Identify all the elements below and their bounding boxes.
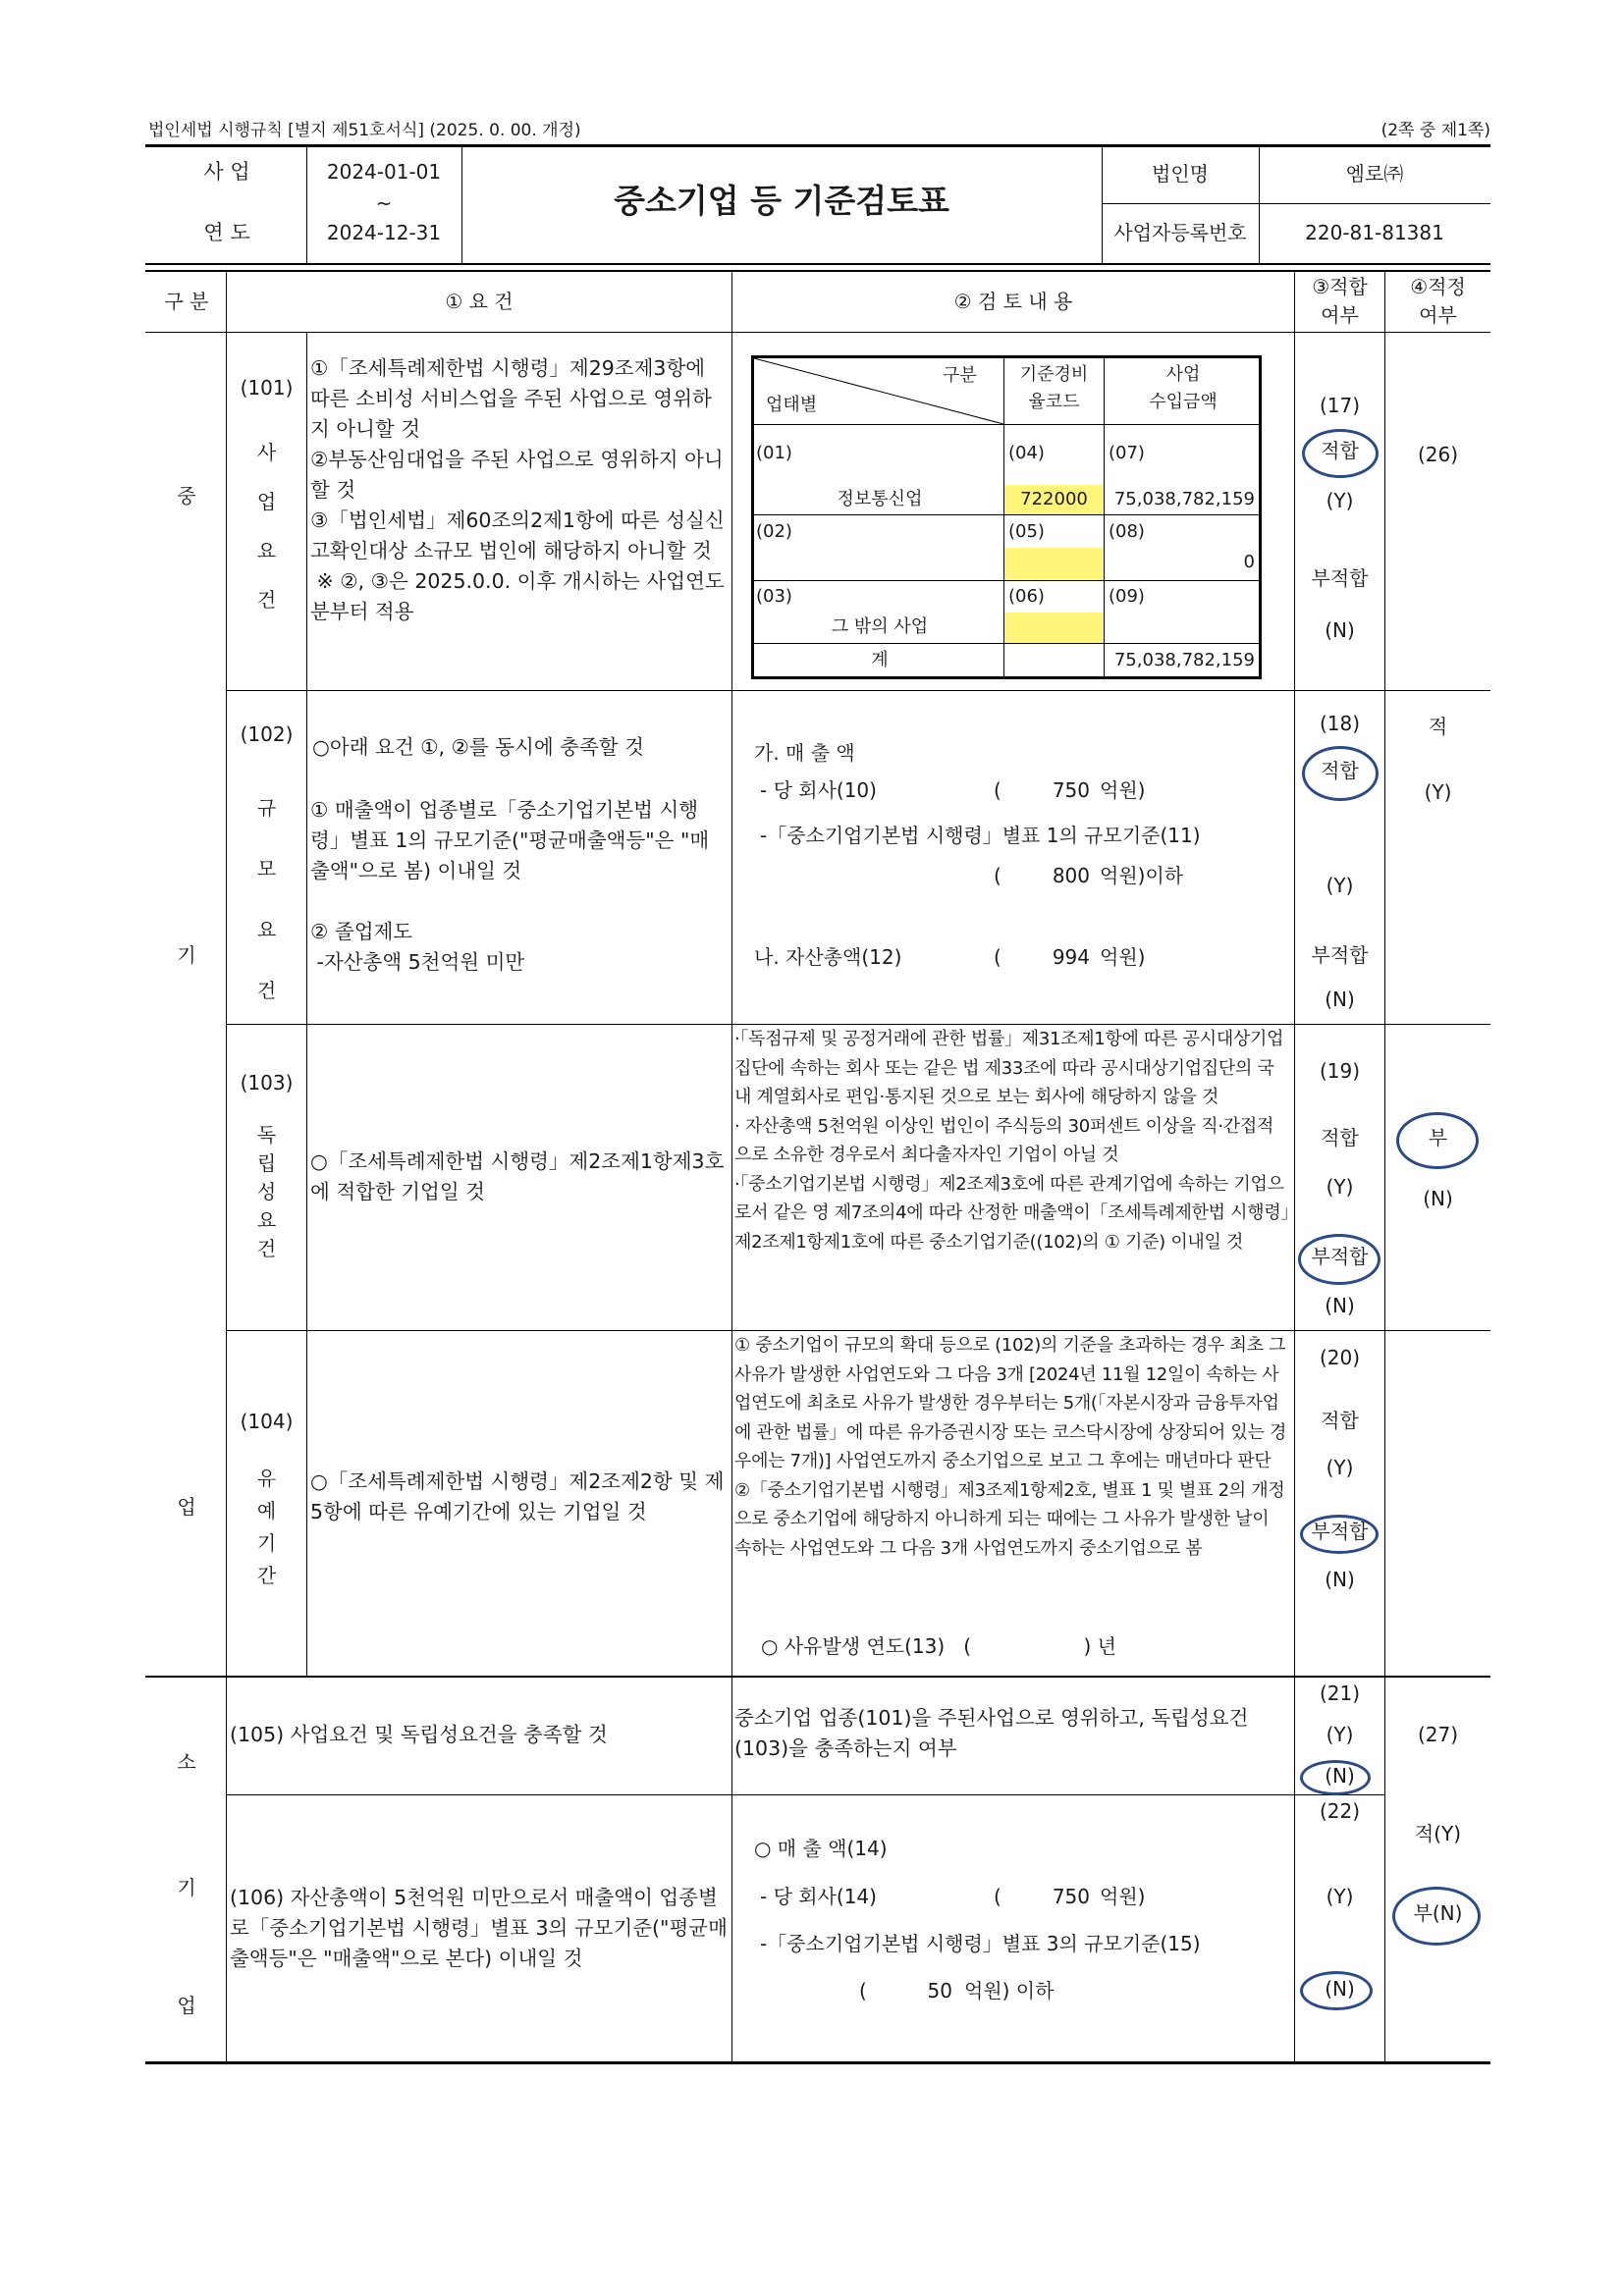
r104-code: (104) xyxy=(240,1410,294,1433)
section-small-3: 업 xyxy=(177,1994,196,2017)
r104-fit-yes: 적합 xyxy=(1321,1409,1359,1432)
line2-amount: 0 xyxy=(1243,552,1255,572)
r103-fit-n: (N) xyxy=(1325,1294,1355,1317)
section-sme-2: 기 xyxy=(177,943,196,967)
line1-amount: 75,038,782,159 xyxy=(1113,489,1255,509)
r106-company-val: 750 xyxy=(1052,1885,1090,1908)
period-end: 2024-12-31 xyxy=(326,221,442,244)
r104-review: ① 중소기업이 규모의 확대 등으로 (102)의 기준을 초과하는 경우 최초 그 사유가 발생한 사업연도와 그 다음 3개 [2024년 11월 12일이 속하는 사업연도에 최초로 사유가 발생한 경우부터는 5개(「자본시장과 금융투자업에 관한 법률」에 따른 유가증권시장 또는 코스닥시장에 상장되어 있는 경우에는 7개)] 사업연도까지 중소기업으로 보고 그 후에는 매년마다 판단 ②「중소기업기본법 시행령」제3조제1항제2호, 별표 1 및 별표 2의 개정으로 중소기업에 해당하지 아니하게 되는 때에는 그 사유가 발생한 날이 속하는 사업연도와 그 다음 3개 사업연도까지 중소기업으로 봄 xyxy=(734,1335,1287,1559)
r105-fit-y: (Y) xyxy=(1326,1723,1354,1746)
r104-fit-nolabel: 부적합 xyxy=(1311,1520,1369,1543)
form-header-right: (2쪽 중 제1쪽) xyxy=(1380,121,1490,140)
year-label-1: 사 업 xyxy=(203,160,250,184)
r102-rev-std: -「중소기업기본법 시행령」별표 1의 규모기준(11) xyxy=(760,824,1201,847)
r106-fit-y: (Y) xyxy=(1326,1885,1354,1908)
r101-fit-y: (Y) xyxy=(1326,489,1354,512)
r106-rev-company: - 당 회사(14) xyxy=(760,1885,877,1908)
r104-fit-n: (N) xyxy=(1325,1568,1355,1591)
r102-name: 규 모 요 건 xyxy=(256,796,277,1002)
period-start: 2024-01-01 xyxy=(326,160,442,184)
r106-rev-std: -「중소기업기본법 시행령」별표 3의 규모기준(15) xyxy=(760,1932,1201,1955)
r102-rev-sales: 가. 매 출 액 xyxy=(754,741,855,765)
line3-no: (03) xyxy=(756,586,792,607)
r105-fit-n: (N) xyxy=(1325,1764,1355,1788)
r101-name: 사 업 요 건 xyxy=(256,441,277,612)
r101-ok-no: (26) xyxy=(1417,443,1459,466)
col-ok-1: ④적정 xyxy=(1410,275,1466,298)
r102-fit-no: (18) xyxy=(1319,712,1361,735)
r103-fit-no: (19) xyxy=(1319,1059,1361,1083)
bizno-label: 사업자등록번호 xyxy=(1113,221,1247,244)
page-title: 중소기업 등 기준검토표 xyxy=(614,182,949,220)
r102-rev-company: - 당 회사(10) xyxy=(760,778,877,802)
col-review: ② 검 토 내 용 xyxy=(953,290,1073,313)
r106-fit-n: (N) xyxy=(1325,1977,1355,2001)
section-sme-1: 중 xyxy=(177,484,196,507)
r103-review: ·「독점규제 및 공정거래에 관한 법률」제31조제1항에 따른 공시대상기업집단에 속하는 회사 또는 같은 법 제33조에 따라 공시대상기업집단의 국내 계열회사로 편입·통지된 것으로 보는 회사에 해당하지 않을 것 · 자산총액 5천억원 이상인 법인이 주식등의 30퍼센트 이상을 직·간접적으로 소유한 경우로서 최다출자자인 기업이 아닐 것 ·「중소기업기본법 시행령」제2조제3호에 따른 관계기업에 속하는 기업으로서 같은 영 제7조의4에 따라 산정한 매출액이「조세특례제한법 시행령」제2조제1항제1호에 따른 중소기업기준((102)의 ① 기준) 이내일 것 xyxy=(734,1029,1290,1253)
line3-amt-no: (09) xyxy=(1109,586,1145,607)
line1-code-no: (04) xyxy=(1008,443,1045,463)
r106-ok-yes: 적(Y) xyxy=(1414,1822,1462,1845)
r102-ok-y: (Y) xyxy=(1424,780,1452,804)
r102-assets-val: 994 xyxy=(1052,945,1090,969)
diag-bottom: 업태별 xyxy=(766,395,818,415)
r101-fit-nolabel: 부적합 xyxy=(1311,566,1369,590)
line2-no: (02) xyxy=(756,521,792,542)
line2-code-no: (05) xyxy=(1008,521,1045,542)
r105-requirement: (105) 사업요건 및 독립성요건을 충족할 것 xyxy=(230,1723,608,1746)
col-fit-2: 여부 xyxy=(1321,303,1359,327)
col-category: 구 분 xyxy=(164,290,209,313)
r101-requirement: ①「조세특례제한법 시행령」제29조제3항에 따른 소비성 서비스업을 주된 사업으로 영위하지 아니할 것 ②부동산임대업을 주된 사업으로 영위하지 아니할 것 ③「법인세법」제60조의2제1항에 따른 성실신고확인대상 소규모 법인에 해당하지 아니할 것 ※ ②, ③은 2025.0.0. 이후 개시하는 사업연도분부터 적용 xyxy=(310,356,725,623)
r106-ok-n: 부(N) xyxy=(1413,1901,1463,1925)
r106-std-val: 50 xyxy=(927,1979,952,2002)
line1-code: 722000 xyxy=(1020,489,1088,509)
r102-req-3: ② 졸업제도 xyxy=(310,920,413,943)
section-small-1: 소 xyxy=(177,1750,196,1774)
r104-name: 유 예 기 간 xyxy=(256,1467,277,1587)
r102-ok-yes: 적 xyxy=(1428,715,1448,738)
section-sme-3: 업 xyxy=(177,1495,196,1519)
corp-name: 엠로㈜ xyxy=(1345,162,1404,186)
r106-rev-sales: ○ 매 출 액(14) xyxy=(754,1837,888,1860)
r104-requirement: ○「조세특례제한법 시행령」제2조제2항 및 제5항에 따른 유예기간에 있는 기업일 것 xyxy=(310,1469,725,1523)
col-requirement: ① 요 건 xyxy=(445,290,514,313)
r101-fit-no: (17) xyxy=(1319,394,1361,417)
line3-code-no: (06) xyxy=(1008,586,1045,607)
r106-requirement: (106) 자산총액이 5천억원 미만으로서 매출액이 업종별로「중소기업기본법 시행령」별표 3의 규모기준("평균매출액등"은 "매출액"으로 본다) 이내일 것 xyxy=(230,1886,728,1970)
line1-name: 정보통신업 xyxy=(837,489,923,509)
r105-ok-no: (27) xyxy=(1417,1723,1459,1746)
r102-fit-nolabel: 부적합 xyxy=(1311,943,1369,967)
year-label-2: 연 도 xyxy=(203,221,250,244)
r106-fit-no: (22) xyxy=(1319,1799,1361,1823)
form-header-left: 법인세법 시행규칙 [별지 제51호서식] (2025. 0. 00. 개정) xyxy=(148,121,581,140)
r101-fit-n: (N) xyxy=(1325,618,1355,642)
section-small-2: 기 xyxy=(177,1876,196,1899)
r103-code: (103) xyxy=(240,1071,294,1095)
r103-fit-yes: 적합 xyxy=(1321,1126,1359,1149)
r102-fit-n: (N) xyxy=(1325,988,1355,1011)
r102-std-val: 800 xyxy=(1052,864,1090,887)
r103-fit-nolabel: 부적합 xyxy=(1311,1245,1369,1268)
bizno: 220-81-81381 xyxy=(1305,221,1444,244)
r102-code: (102) xyxy=(240,722,294,746)
col-code-head: 기준경비 율코드 xyxy=(1019,364,1089,412)
corp-name-label: 법인명 xyxy=(1152,162,1209,186)
period-tilde: ~ xyxy=(375,191,393,215)
r105-review: 중소기업 업종(101)을 주된사업으로 영위하고, 독립성요건(103)을 충족하는지 여부 xyxy=(734,1706,1249,1760)
r103-name: 독 립 성 요 건 xyxy=(256,1123,277,1260)
r103-ok-n: (N) xyxy=(1423,1187,1453,1210)
r103-requirement: ○「조세특례제한법 시행령」제2조제1항제3호에 적합한 기업일 것 xyxy=(310,1149,725,1203)
line2-amt-no: (08) xyxy=(1109,521,1145,542)
r103-fit-y: (Y) xyxy=(1326,1175,1354,1199)
r101-code: (101) xyxy=(240,376,294,400)
line1-no: (01) xyxy=(756,443,792,463)
col-amount-head: 사업 수입금액 xyxy=(1149,364,1218,412)
r101-fit-yes: 적합 xyxy=(1321,439,1359,462)
r102-req-4: -자산총액 5천억원 미만 xyxy=(310,950,525,974)
line1-amt-no: (07) xyxy=(1109,443,1145,463)
total-label: 계 xyxy=(871,650,889,670)
r104-rev-year: ○ 사유발생 연도(13) ( ) 년 xyxy=(761,1634,1116,1658)
r105-fit-no: (21) xyxy=(1319,1682,1361,1705)
col-fit-1: ③적합 xyxy=(1312,275,1368,298)
r102-fit-y: (Y) xyxy=(1326,874,1354,897)
line3-name: 그 밖의 사업 xyxy=(831,616,929,637)
r102-company-val: 750 xyxy=(1052,778,1090,802)
total-amount: 75,038,782,159 xyxy=(1113,650,1255,670)
r103-ok-label: 부 xyxy=(1428,1126,1448,1149)
r102-rev-assets: 나. 자산총액(12) xyxy=(754,945,902,969)
r104-fit-no: (20) xyxy=(1319,1346,1361,1369)
r102-req-1: ○아래 요건 ①, ②를 동시에 충족할 것 xyxy=(312,735,644,759)
r102-fit-yes: 적합 xyxy=(1321,759,1359,782)
col-ok-2: 여부 xyxy=(1419,303,1457,327)
r104-fit-y: (Y) xyxy=(1326,1456,1354,1479)
r102-req-2: ① 매출액이 업종별로「중소기업기본법 시행령」별표 1의 규모기준("평균매출액등"은 "매출액"으로 봄) 이내일 것 xyxy=(310,798,710,882)
diag-top: 구분 xyxy=(943,365,977,386)
